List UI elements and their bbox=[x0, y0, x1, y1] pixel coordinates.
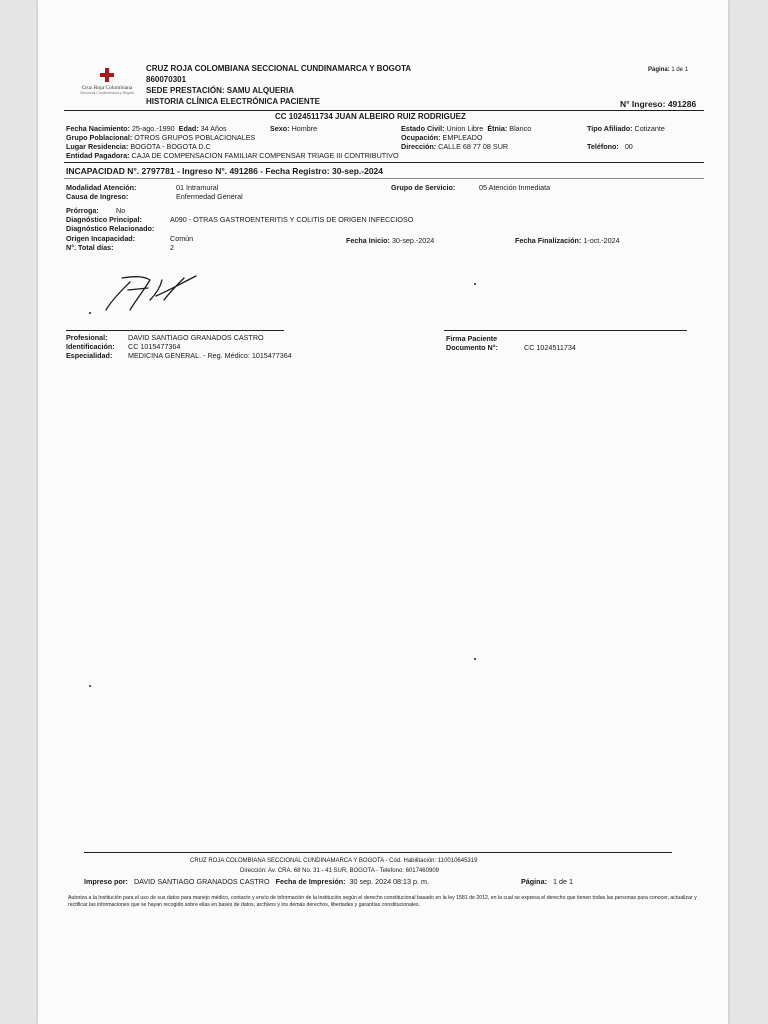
total-dias-value: 2 bbox=[170, 243, 174, 252]
ocupacion-value: EMPLEADO bbox=[442, 133, 483, 142]
header-divider bbox=[64, 110, 704, 111]
causa-ingreso-label: Causa de Ingreso: bbox=[66, 192, 129, 201]
patient-divider bbox=[64, 162, 704, 163]
diagnostico-relacionado-field bbox=[66, 224, 154, 233]
etnia-label: Étnia: bbox=[487, 124, 508, 133]
document-title: HISTORIA CLÍNICA ELECTRÓNICA PACIENTE bbox=[146, 97, 320, 106]
lugar-residencia-value: BOGOTA - BOGOTA D.C bbox=[130, 142, 211, 151]
footer-line-2: Dirección: Av. CRA. 68 No. 31 - 41 SUR, BOGOTA - Telefono: 6017460909 bbox=[240, 868, 439, 874]
especialidad-value: MEDICINA GENERAL. - Reg. Médico: 1015477364 bbox=[128, 351, 292, 360]
doctor-signature bbox=[100, 270, 210, 318]
red-cross-icon bbox=[100, 68, 114, 82]
grupo-servicio-value: 05 Atención Inmediata bbox=[479, 183, 551, 192]
direccion-label: Dirección: bbox=[401, 142, 437, 151]
fecha-nac-label: Fecha Nacimiento: bbox=[66, 124, 130, 133]
edad-value: 34 Años bbox=[200, 124, 227, 133]
direccion-field bbox=[401, 142, 508, 151]
ingreso-label: N° Ingreso: bbox=[620, 99, 666, 109]
sexo-value: Hombre bbox=[291, 124, 318, 133]
org-nit: 860070301 bbox=[146, 75, 187, 84]
scan-speck bbox=[474, 283, 476, 285]
fecha-impresion-value: 30 sep. 2024 08:13 p. m. bbox=[349, 877, 430, 886]
scan-speck bbox=[89, 312, 91, 314]
footer-divider bbox=[84, 852, 672, 853]
profesional-field bbox=[66, 333, 264, 342]
scan-speck bbox=[89, 685, 91, 687]
page-value: 1 de 1 bbox=[671, 67, 689, 73]
diagnostico-principal-field bbox=[66, 215, 413, 224]
footer-pagina bbox=[521, 877, 573, 886]
etnia-value: Blanco bbox=[509, 124, 532, 133]
modalidad-value: 01 Intramural bbox=[176, 183, 219, 192]
diagnostico-principal-label: Diagnóstico Principal: bbox=[66, 215, 142, 224]
tipo-afiliado-field bbox=[587, 124, 665, 133]
direccion-value: CALLE 68 77 08 SUR bbox=[438, 142, 509, 151]
ingreso-number bbox=[620, 99, 696, 109]
total-dias-field bbox=[66, 243, 174, 252]
entidad-pagadora-value: CAJA DE COMPENSACION FAMILIAR COMPENSAR TRIAGE III CONTRIBUTIVO bbox=[131, 151, 399, 160]
footer-pagina-label: Página: bbox=[521, 877, 547, 886]
especialidad-field bbox=[66, 351, 292, 360]
telefono-label: Teléfono: bbox=[587, 142, 619, 151]
footer-print-info bbox=[84, 877, 429, 886]
impreso-value: DAVID SANTIAGO GRANADOS CASTRO bbox=[133, 877, 270, 886]
page-label: Página: bbox=[648, 67, 670, 73]
fecha-finalizacion-label: Fecha Finalización: bbox=[515, 236, 582, 245]
especialidad-label: Especialidad: bbox=[66, 351, 113, 360]
incapacidad-title: INCAPACIDAD N°. 2797781 - Ingreso N°. 491286 - Fecha Registro: 30-sep.-2024 bbox=[66, 166, 384, 176]
prorroga-value: No bbox=[116, 206, 126, 215]
grupo-poblacional-field bbox=[66, 133, 255, 142]
identificacion-label: Identificación: bbox=[66, 342, 115, 351]
firma-paciente-label bbox=[446, 334, 497, 343]
entidad-pagadora-label: Entidad Pagadora: bbox=[66, 151, 130, 160]
logo-name: Cruz Roja Colombiana bbox=[81, 85, 133, 91]
grupo-servicio-field bbox=[391, 183, 550, 192]
modalidad-field bbox=[66, 183, 218, 192]
tipo-afiliado-value: Cotizante bbox=[634, 124, 665, 133]
sexo-field bbox=[270, 124, 317, 133]
fecha-impresion-label: Fecha de Impresión: bbox=[275, 877, 346, 886]
telefono-field bbox=[587, 142, 633, 151]
ocupacion-label: Ocupación: bbox=[401, 133, 441, 142]
profesional-value: DAVID SANTIAGO GRANADOS CASTRO bbox=[128, 333, 264, 342]
profesional-signature-line bbox=[66, 330, 284, 331]
origen-incapacidad-field bbox=[66, 234, 193, 243]
origen-incapacidad-label: Origen Incapacidad: bbox=[66, 234, 136, 243]
scan-speck bbox=[474, 658, 476, 660]
estado-civil-label: Estado Civil: bbox=[401, 124, 445, 133]
grupo-servicio-label: Grupo de Servicio: bbox=[391, 183, 456, 192]
documento-label: Documento N°: bbox=[446, 343, 498, 352]
ingreso-value: 491286 bbox=[667, 99, 697, 109]
identificacion-value: CC 1015477364 bbox=[128, 342, 181, 351]
patient-row-1 bbox=[66, 124, 227, 133]
red-cross-logo bbox=[72, 68, 142, 95]
org-name: CRUZ ROJA COLOMBIANA SECCIONAL CUNDINAMARCA Y BOGOTA bbox=[146, 64, 412, 73]
firma-paciente-text: Firma Paciente bbox=[446, 334, 498, 343]
entidad-pagadora-field bbox=[66, 151, 399, 160]
fecha-finalizacion-field bbox=[515, 236, 620, 245]
total-dias-label: N°. Total días: bbox=[66, 243, 114, 252]
sede-prestacion: SEDE PRESTACIÓN: SAMU ALQUERIA bbox=[146, 86, 295, 95]
diagnostico-principal-value: A090 - OTRAS GASTROENTERITIS Y COLITIS DE ORIGEN INFECCIOSO bbox=[170, 215, 414, 224]
edad-label: Edad: bbox=[178, 124, 199, 133]
causa-ingreso-value: Enfermedad General bbox=[176, 192, 243, 201]
origen-incapacidad-value: Común bbox=[170, 234, 194, 243]
footer-line-1: CRUZ ROJA COLOMBIANA SECCIONAL CUNDINAMARCA Y BOGOTA - Cód. Habilitación: 110010645319 bbox=[190, 858, 478, 864]
identificacion-field bbox=[66, 342, 180, 351]
prorroga-field bbox=[66, 206, 125, 215]
page-indicator bbox=[648, 67, 688, 73]
fecha-inicio-field bbox=[346, 236, 434, 245]
incapacidad-divider bbox=[64, 178, 704, 179]
estado-civil-value: Union Libre bbox=[446, 124, 484, 133]
impreso-label: Impreso por: bbox=[84, 877, 128, 886]
prorroga-label: Prórroga: bbox=[66, 206, 99, 215]
estado-civil-field bbox=[401, 124, 531, 133]
diagnostico-relacionado-label: Diagnóstico Relacionado: bbox=[66, 224, 155, 233]
grupo-poblacional-value: OTROS GRUPOS POBLACIONALES bbox=[134, 133, 256, 142]
documento-field bbox=[446, 343, 576, 352]
fecha-finalizacion-value: 1-oct.-2024 bbox=[583, 236, 620, 245]
tipo-afiliado-label: Tipo Afiliado: bbox=[587, 124, 633, 133]
causa-ingreso-field bbox=[66, 192, 243, 201]
profesional-label: Profesional: bbox=[66, 333, 108, 342]
fecha-inicio-value: 30-sep.-2024 bbox=[391, 236, 435, 245]
legal-notice: Autoriza a la Institución para el uso de sus datos para manejo médico, contacto y envío de información de la institución según el derecho constitucional basado en la ley 1581 de 2012, en la cual se expresa el derecho que tienen todas las personas para conocer, actualizar y rectificar las informaciones que se hayan recogido sobre ellas en bases de datos, archivos y los demás derechos, libertades y garantías constitucionales. bbox=[68, 895, 697, 908]
ocupacion-field bbox=[401, 133, 483, 142]
patient-id-line: CC 1024511734 JUAN ALBEIRO RUIZ RODRIGUEZ bbox=[275, 112, 466, 121]
sexo-label: Sexo: bbox=[270, 124, 290, 133]
grupo-poblacional-label: Grupo Poblacional: bbox=[66, 133, 133, 142]
logo-subtitle: Seccional Cundinamarca y Bogotá bbox=[80, 91, 134, 95]
footer-pagina-value: 1 de 1 bbox=[552, 877, 573, 886]
fecha-nac-value: 25-ago.-1990 bbox=[131, 124, 175, 133]
telefono-value: 00 bbox=[624, 142, 633, 151]
lugar-residencia-field bbox=[66, 142, 211, 151]
paciente-signature-line bbox=[444, 330, 687, 331]
lugar-residencia-label: Lugar Residencia: bbox=[66, 142, 129, 151]
documento-value: CC 1024511734 bbox=[524, 343, 576, 352]
fecha-inicio-label: Fecha Inicio: bbox=[346, 236, 390, 245]
modalidad-label: Modalidad Atención: bbox=[66, 183, 137, 192]
